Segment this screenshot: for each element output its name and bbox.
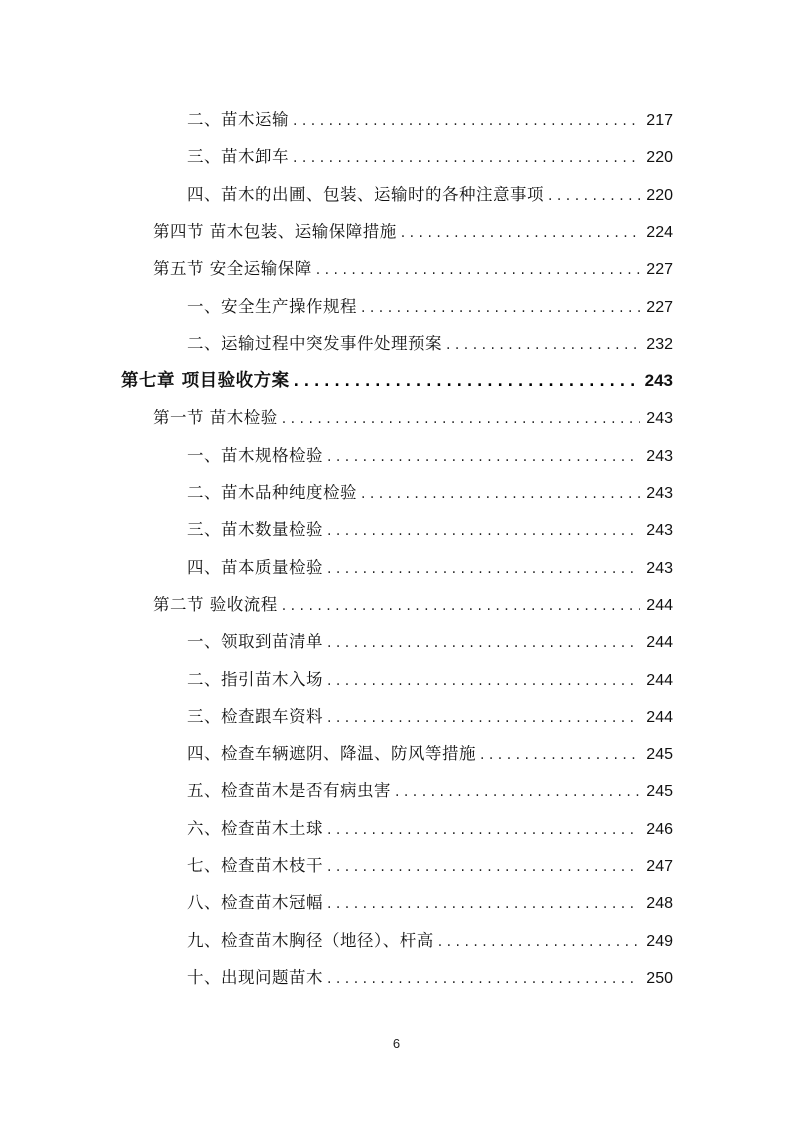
toc-leader-dots bbox=[294, 364, 639, 399]
toc-entry-page: 243 bbox=[646, 485, 673, 502]
toc-entry[interactable] bbox=[187, 549, 673, 586]
toc-entry-title: 第五节 安全运输保障 bbox=[153, 259, 312, 279]
toc-leader-dots bbox=[401, 215, 641, 250]
toc-entry[interactable] bbox=[153, 250, 673, 287]
toc-entry-title: 四、苗木的出圃、包装、运输时的各种注意事项 bbox=[187, 184, 544, 204]
toc-entry-page: 244 bbox=[646, 671, 673, 689]
toc-entry-page: 227 bbox=[646, 298, 673, 316]
toc-entry[interactable] bbox=[153, 213, 673, 250]
toc-entry-title: 八、检查苗木冠幅 bbox=[187, 893, 323, 913]
toc-leader-dots bbox=[282, 588, 641, 623]
toc-entry-page: 248 bbox=[646, 895, 673, 913]
toc-leader-dots bbox=[327, 700, 640, 735]
toc-entry[interactable] bbox=[187, 884, 673, 921]
page-number: 6 bbox=[392, 1036, 401, 1051]
toc-entry-page: 245 bbox=[646, 746, 673, 764]
toc-leader-dots bbox=[361, 290, 640, 325]
toc-entry-title: 第一节 苗木检验 bbox=[153, 408, 278, 428]
toc-entry-title: 三、苗木卸车 bbox=[187, 147, 289, 167]
toc-entry-title: 五、检查苗木是否有病虫害 bbox=[187, 781, 391, 801]
toc-entry-page: 250 bbox=[646, 969, 673, 987]
toc-entry-page: 232 bbox=[646, 335, 673, 353]
toc-entry-page: 227 bbox=[646, 261, 673, 279]
toc-entry[interactable] bbox=[187, 437, 673, 474]
toc-entry-title: 二、运输过程中突发事件处理预案 bbox=[187, 333, 442, 353]
toc-entry-title: 六、检查苗木土球 bbox=[187, 818, 323, 838]
toc-entry[interactable] bbox=[187, 661, 673, 698]
toc-leader-dots bbox=[327, 812, 640, 847]
toc-entry[interactable] bbox=[187, 138, 673, 175]
toc-entry-title: 十、出现问题苗木 bbox=[187, 967, 323, 987]
toc-entry-page: 220 bbox=[646, 149, 673, 167]
toc-entry-page: 217 bbox=[646, 112, 673, 129]
toc-entry-page: 245 bbox=[646, 783, 673, 801]
toc-entry-page: 243 bbox=[646, 522, 673, 540]
toc-leader-dots bbox=[316, 252, 641, 287]
toc-entry-title: 二、苗木运输 bbox=[187, 110, 289, 129]
toc-entry-title: 第七章 项目验收方案 bbox=[121, 371, 290, 392]
toc-entry-page: 244 bbox=[646, 634, 673, 652]
toc-leader-dots bbox=[327, 663, 640, 698]
toc-leader-dots bbox=[282, 401, 641, 436]
toc-entry[interactable] bbox=[153, 399, 673, 436]
toc-entry[interactable] bbox=[187, 847, 673, 884]
toc-entry-title: 第四节 苗木包装、运输保障措施 bbox=[153, 221, 397, 241]
toc-leader-dots bbox=[480, 737, 640, 772]
toc-leader-dots bbox=[438, 924, 641, 959]
toc-entry-title: 九、检查苗木胸径（地径）、杆高 bbox=[187, 930, 434, 950]
toc-entry-title: 二、指引苗木入场 bbox=[187, 669, 323, 689]
toc-entry[interactable] bbox=[187, 101, 673, 138]
toc-leader-dots bbox=[327, 439, 640, 474]
toc-entry[interactable] bbox=[121, 362, 673, 399]
toc-entry-page: 247 bbox=[646, 858, 673, 875]
toc-leader-dots bbox=[327, 886, 640, 921]
toc-leader-dots bbox=[293, 103, 640, 138]
toc-entry-page: 224 bbox=[646, 223, 673, 241]
toc-leader-dots bbox=[446, 327, 640, 362]
toc-entry-page: 246 bbox=[646, 820, 673, 838]
toc-leader-dots bbox=[361, 476, 640, 511]
toc-entry[interactable] bbox=[187, 623, 673, 660]
toc-entry[interactable] bbox=[187, 810, 673, 847]
toc-leader-dots bbox=[327, 513, 640, 548]
toc-entry-title: 二、苗木品种纯度检验 bbox=[187, 483, 357, 502]
toc-entry[interactable] bbox=[187, 511, 673, 548]
toc-entry-title: 一、安全生产操作规程 bbox=[187, 296, 357, 316]
toc-entry[interactable] bbox=[153, 586, 673, 623]
toc-entry[interactable] bbox=[187, 922, 673, 959]
toc-leader-dots bbox=[327, 961, 640, 996]
toc-entry-page: 243 bbox=[646, 559, 673, 577]
toc-entry[interactable] bbox=[187, 325, 673, 362]
toc-entry-page: 243 bbox=[646, 447, 673, 465]
toc-entry-page: 220 bbox=[646, 186, 673, 204]
toc-entry-title: 第二节 验收流程 bbox=[153, 594, 278, 614]
toc-entry[interactable] bbox=[187, 772, 673, 809]
toc-entry-page: 244 bbox=[646, 596, 673, 614]
toc-leader-dots bbox=[395, 774, 640, 809]
toc-entry-title: 一、领取到苗清单 bbox=[187, 632, 323, 652]
toc-leader-dots bbox=[548, 178, 640, 213]
toc-entry[interactable] bbox=[187, 698, 673, 735]
toc-leader-dots bbox=[327, 849, 640, 884]
toc-leader-dots bbox=[293, 140, 640, 175]
toc-entry-title: 一、苗木规格检验 bbox=[187, 445, 323, 465]
toc-entry-title: 三、检查跟车资料 bbox=[187, 706, 323, 726]
toc-entry-title: 七、检查苗木枝干 bbox=[187, 856, 323, 875]
toc-entry-page: 244 bbox=[646, 708, 673, 726]
toc-entry[interactable] bbox=[187, 474, 673, 511]
toc-entry-title: 四、检查车辆遮阴、降温、防风等措施 bbox=[187, 744, 476, 764]
toc-entry-page: 243 bbox=[646, 410, 673, 428]
toc-entry[interactable] bbox=[187, 959, 673, 996]
toc-entry-page: 243 bbox=[644, 371, 673, 391]
toc-entry-page: 249 bbox=[646, 932, 673, 950]
toc-entry[interactable] bbox=[187, 735, 673, 772]
toc-entry[interactable] bbox=[187, 288, 673, 325]
toc-entry[interactable] bbox=[187, 176, 673, 213]
toc-leader-dots bbox=[327, 625, 640, 660]
toc-entry-title: 三、苗木数量检验 bbox=[187, 520, 323, 540]
toc-leader-dots bbox=[327, 551, 640, 586]
toc-entry-title: 四、苗本质量检验 bbox=[187, 557, 323, 577]
